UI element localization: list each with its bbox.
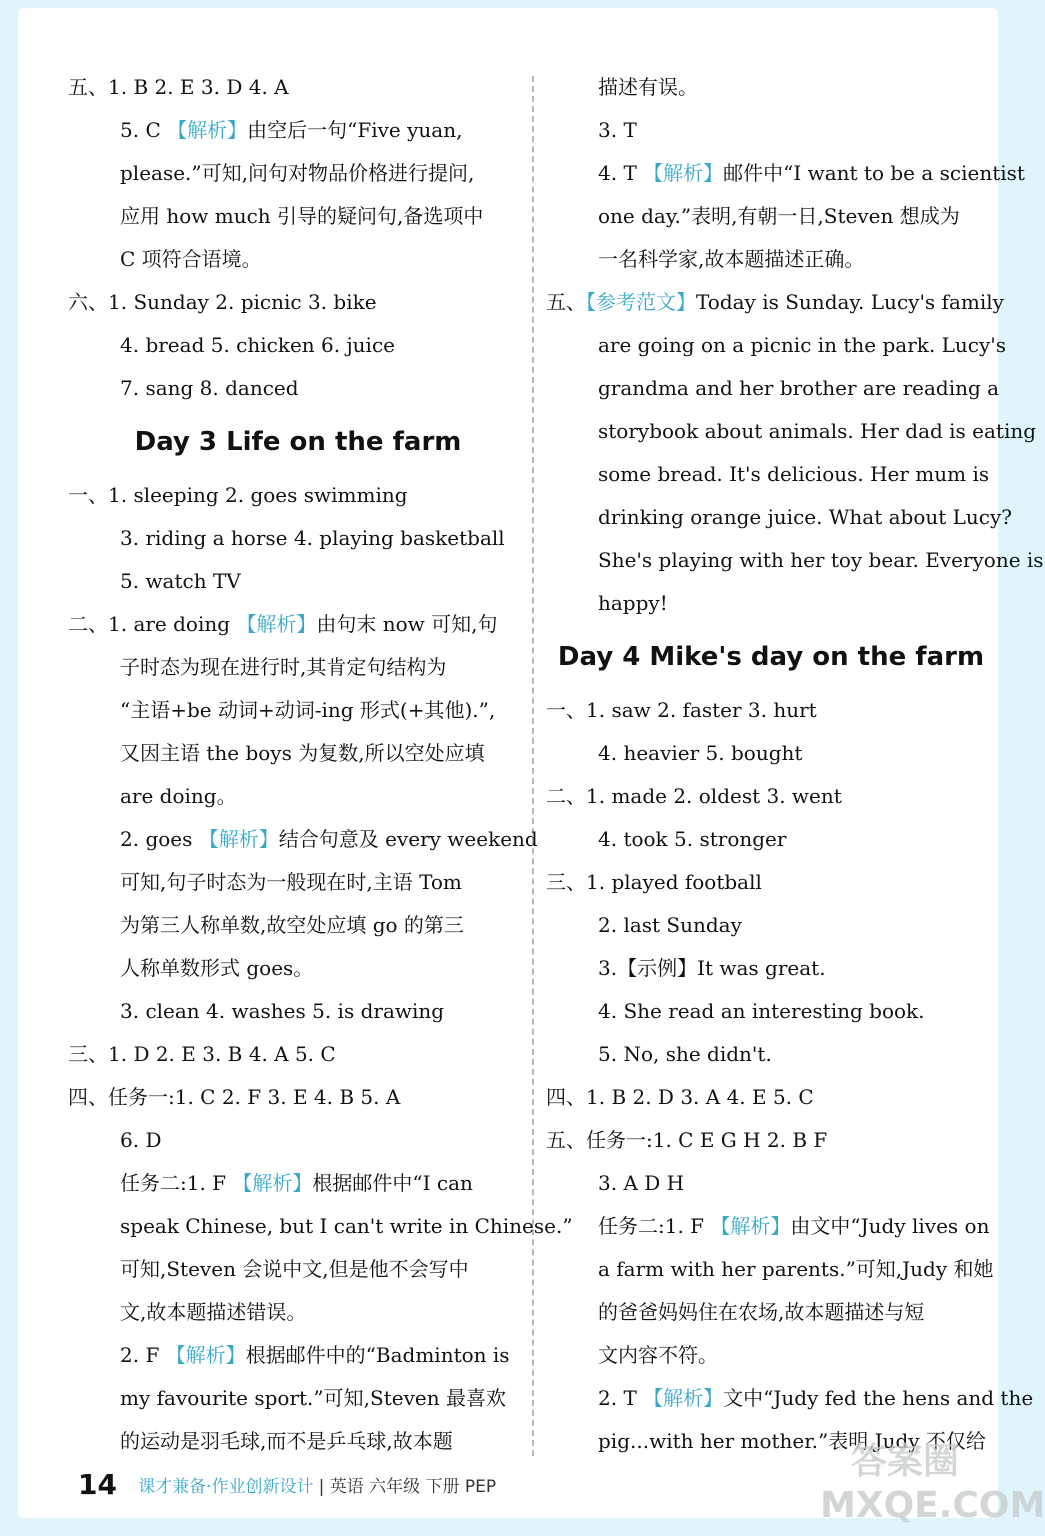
- answer-line: 5. watch TV: [120, 569, 241, 593]
- answer-line: 应用 how much 引导的疑问句,备选项中: [120, 204, 484, 228]
- answer-line: 文,故本题描述错误。: [120, 1300, 307, 1324]
- analysis-tag: 【解析】: [643, 1386, 724, 1410]
- answer-line: 一、1. sleeping 2. goes swimming: [68, 483, 408, 507]
- answer-line: 子时态为现在进行时,其肯定句结构为: [120, 655, 447, 679]
- answer-line: “主语+be 动词+动词-ing 形式(+其他).”,: [120, 698, 496, 722]
- answer-line: speak Chinese, but I can't write in Chinese.”: [120, 1214, 573, 1238]
- answer-line: 五、【参考范文】Today is Sunday. Lucy's family: [546, 290, 1004, 314]
- answer-line: 5. C 【解析】由空后一句“Five yuan,: [120, 118, 463, 142]
- day4-heading: Day 4 Mike's day on the farm: [557, 642, 985, 672]
- left-column: [68, 66, 573, 1463]
- answer-line: please.”可知,问句对物品价格进行提问,: [120, 161, 475, 185]
- answer-line: 四、任务一:1. C 2. F 3. E 4. B 5. A: [68, 1085, 401, 1109]
- analysis-tag: 【解析】: [198, 827, 279, 851]
- answer-line: 描述有误。: [598, 75, 698, 99]
- answer-line: 6. D: [120, 1128, 162, 1152]
- essay-line: grandma and her brother are reading a: [598, 376, 1000, 400]
- analysis-tag: 【解析】: [643, 161, 724, 185]
- footer-brand: 课才兼备·作业创新设计: [138, 1477, 314, 1497]
- answer-line: my favourite sport.”可知,Steven 最喜欢: [120, 1386, 506, 1410]
- answer-page: [18, 8, 1044, 1518]
- answer-line: 五、任务一:1. C E G H 2. B F: [546, 1128, 828, 1152]
- analysis-tag: 【解析】: [232, 1171, 313, 1195]
- answer-line: 可知,Steven 会说中文,但是他不会写中: [120, 1257, 469, 1281]
- answer-line: 三、1. D 2. E 3. B 4. A 5. C: [68, 1042, 336, 1066]
- answer-line: 五、1. B 2. E 3. D 4. A: [68, 75, 289, 99]
- answer-line: 任务二:1. F 【解析】根据邮件中“I can: [120, 1171, 473, 1195]
- answer-line: 7. sang 8. danced: [120, 376, 299, 400]
- essay-line: some bread. It's delicious. Her mum is: [598, 462, 990, 486]
- watermark-logo: 答案圈 MXQE.COM: [820, 1441, 1045, 1526]
- answer-line: 一名科学家,故本题描述正确。: [598, 247, 865, 271]
- answer-line: 的爸爸妈妈住在农场,故本题描述与短: [598, 1300, 925, 1324]
- analysis-tag: 【解析】: [236, 612, 317, 636]
- answer-line: 文内容不符。: [598, 1343, 718, 1367]
- answer-line: 任务二:1. F 【解析】由文中“Judy lives on: [598, 1214, 990, 1238]
- analysis-tag: 【解析】: [167, 118, 248, 142]
- answer-line: 3.【示例】It was great.: [598, 956, 826, 980]
- answer-line: 3. riding a horse 4. playing basketball: [120, 526, 505, 550]
- answer-line: 3. T: [598, 118, 637, 142]
- answer-line: 二、1. are doing 【解析】由句末 now 可知,句: [68, 612, 498, 636]
- answer-line: 的运动是羽毛球,而不是乒乓球,故本题: [120, 1429, 453, 1453]
- answer-line: are doing。: [120, 784, 237, 808]
- answer-line: 为第三人称单数,故空处应填 go 的第三: [120, 913, 464, 937]
- footer-meta: | 英语 六年级 下册 PEP: [318, 1477, 497, 1497]
- answer-line: 3. clean 4. washes 5. is drawing: [120, 999, 445, 1023]
- answer-line: 2. goes 【解析】结合句意及 every weekend: [120, 827, 538, 851]
- essay-line: drinking orange juice. What about Lucy?: [598, 505, 1013, 529]
- answer-line: one day.”表明,有朝一日,Steven 想成为: [598, 204, 960, 228]
- answer-line: 3. A D H: [598, 1171, 685, 1195]
- answer-line: 2. F 【解析】根据邮件中的“Badminton is: [120, 1343, 510, 1367]
- answer-line: 一、1. saw 2. faster 3. hurt: [546, 698, 817, 722]
- answer-line: 2. T 【解析】文中“Judy fed the hens and the: [598, 1386, 1034, 1410]
- answer-line: 4. heavier 5. bought: [598, 741, 803, 765]
- column-divider: [532, 76, 534, 1456]
- essay-line: storybook about animals. Her dad is eating: [598, 419, 1037, 443]
- answer-line: 4. bread 5. chicken 6. juice: [120, 333, 395, 357]
- essay-line: She's playing with her toy bear. Everyone is: [598, 548, 1044, 572]
- sample-essay-tag: 【参考范文】: [586, 290, 696, 314]
- essay-line: happy!: [598, 591, 668, 615]
- answer-line: 4. T 【解析】邮件中“I want to be a scientist: [598, 161, 1025, 185]
- answer-line: pig...with her mother.”表明,Judy 不仅给: [598, 1429, 986, 1453]
- answer-line: 人称单数形式 goes。: [120, 956, 314, 980]
- answer-line: 三、1. played football: [546, 870, 762, 894]
- answer-line: 六、1. Sunday 2. picnic 3. bike: [68, 290, 377, 314]
- answer-line: 又因主语 the boys 为复数,所以空处应填: [120, 741, 485, 765]
- answer-line: 4. took 5. stronger: [598, 827, 787, 851]
- essay-line: are going on a picnic in the park. Lucy's: [598, 333, 1007, 357]
- page-number: 14: [78, 1468, 117, 1501]
- answer-line: 可知,句子时态为一般现在时,主语 Tom: [120, 870, 462, 894]
- answer-line: 四、1. B 2. D 3. A 4. E 5. C: [546, 1085, 814, 1109]
- answer-line: 5. No, she didn't.: [598, 1042, 772, 1066]
- page-footer: [78, 1468, 496, 1501]
- right-column: [546, 66, 1044, 1463]
- answer-line: 二、1. made 2. oldest 3. went: [546, 784, 842, 808]
- day3-heading: Day 3 Life on the farm: [134, 427, 462, 457]
- answer-line: a farm with her parents.”可知,Judy 和她: [598, 1257, 994, 1281]
- answer-line: 4. She read an interesting book.: [598, 999, 925, 1023]
- analysis-tag: 【解析】: [710, 1214, 791, 1238]
- analysis-tag: 【解析】: [165, 1343, 246, 1367]
- answer-line: 2. last Sunday: [598, 913, 742, 937]
- answer-line: C 项符合语境。: [120, 247, 262, 271]
